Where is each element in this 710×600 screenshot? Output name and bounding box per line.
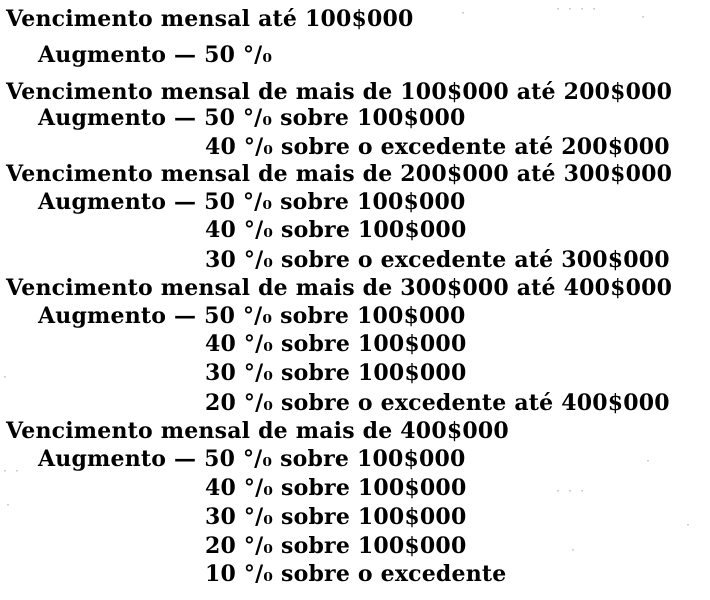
heading-300-to-400: Vencimento mensal de mais de 300$000 até 400$000 (6, 275, 673, 301)
increase-line: Augmento — 50 °/₀ sobre 100$000 (38, 105, 466, 131)
increase-line: 40 °/₀ sobre 100$000 (205, 475, 467, 501)
scan-noise: · (460, 8, 467, 19)
heading-over-400: Vencimento mensal de mais de 400$000 (6, 418, 509, 444)
increase-line: 40 °/₀ sobre o excedente até 200$000 (205, 134, 670, 160)
increase-line: Augmento — 50 °/₀ sobre 100$000 (38, 189, 466, 215)
increase-line: 20 °/₀ sobre 100$000 (205, 533, 467, 559)
scan-noise: · · · · (555, 4, 598, 15)
scan-noise: · (570, 545, 577, 556)
heading-100-to-200: Vencimento mensal de mais de 100$000 até 200$000 (6, 79, 673, 105)
increase-line: 40 °/₀ sobre 100$000 (205, 217, 467, 243)
scan-noise: · · (2, 466, 21, 477)
increase-line: 20 °/₀ sobre o excedente até 400$000 (205, 390, 670, 416)
scan-noise: · (685, 520, 692, 531)
increase-line: 30 °/₀ sobre o excedente até 300$000 (205, 247, 670, 273)
increase-line: 30 °/₀ sobre 100$000 (205, 360, 467, 386)
increase-line: Augmento — 50 °/₀ sobre 100$000 (38, 303, 466, 329)
heading-up-to-100: Vencimento mensal até 100$000 (6, 6, 414, 32)
scan-noise: · (5, 500, 12, 511)
heading-200-to-300: Vencimento mensal de mais de 200$000 até 300$000 (6, 161, 673, 187)
increase-line: 10 °/₀ sobre o excedente (205, 561, 507, 587)
increase-line: 30 °/₀ sobre 100$000 (205, 504, 467, 530)
increase-line: Augmento — 50 °/₀ (38, 42, 273, 68)
scan-noise: · · · (555, 486, 586, 497)
scan-noise: · (645, 456, 652, 467)
scan-noise: · (2, 372, 9, 383)
increase-line: Augmento — 50 °/₀ sobre 100$000 (38, 446, 466, 472)
scan-noise: · (640, 12, 647, 23)
increase-line: 40 °/₀ sobre 100$000 (205, 331, 467, 357)
